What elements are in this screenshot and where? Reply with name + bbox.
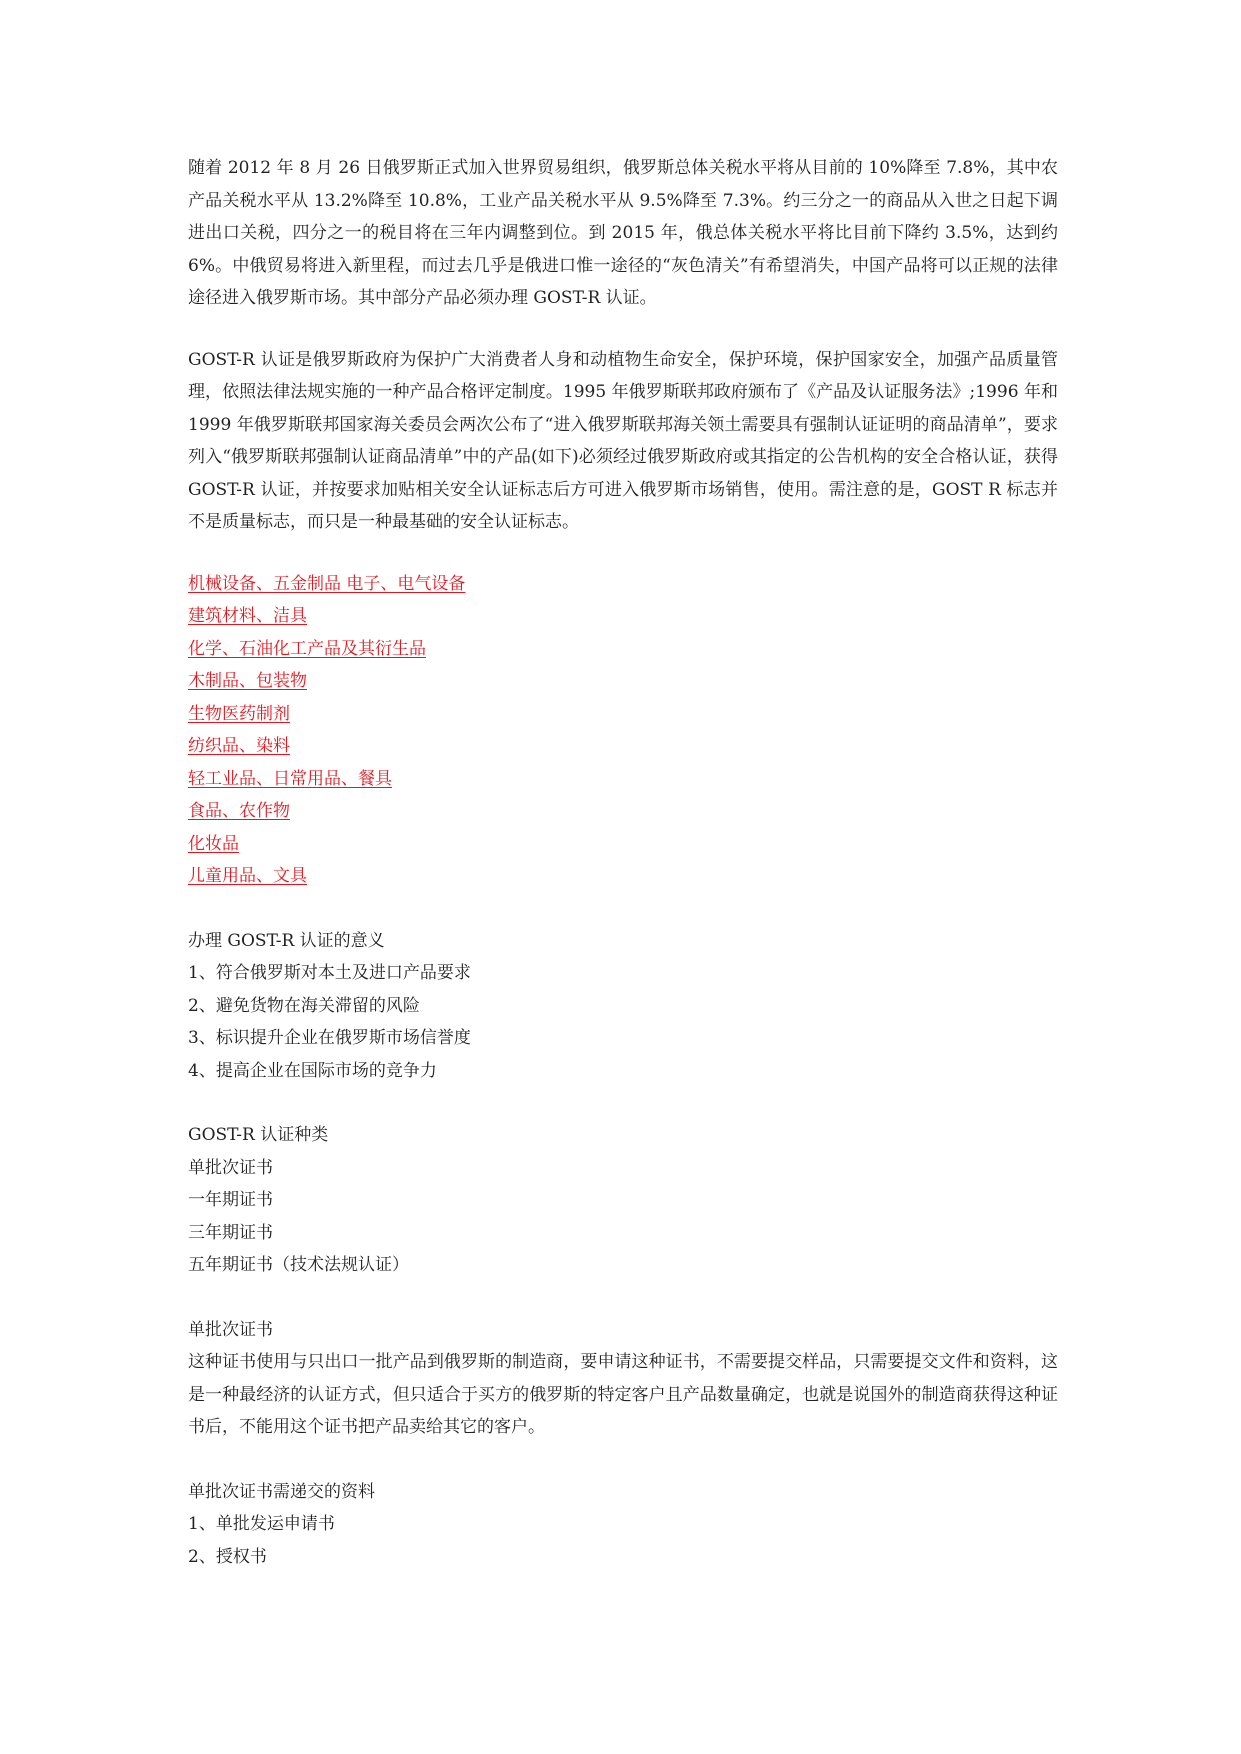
product-link-building-materials[interactable]: 建筑材料、洁具: [188, 606, 307, 626]
product-link-textiles[interactable]: 纺织品、染料: [188, 736, 290, 756]
list-item: 4、提高企业在国际市场的竞争力: [188, 1060, 437, 1081]
list-item: 一年期证书: [188, 1190, 273, 1210]
documents-heading: 单批次证书需递交的资料: [188, 1481, 375, 1502]
list-item: 2、授权书: [188, 1546, 267, 1567]
single-batch-section: [188, 1314, 1058, 1444]
product-link-cosmetics[interactable]: 化妆品: [188, 833, 239, 854]
intro-paragraph: 随着 2012 年 8 月 26 日俄罗斯正式加入世界贸易组织，俄罗斯总体关税水平将从目前的 10%降至 7.8%，其中农产品关税水平从 13.2%降至 10.8%，工业产品关税水平从 9.5%降至 7.3%。约三分之一的商品从入世之日起下调进出口关税，四分之一的税目将在三年内调整到位。到 2015 年，俄总体关税水平将比目前下降约 3.5%，达到约 6%。中俄贸易将进入新里程，而过去几乎是俄进口惟一途径的“灰色清关”有希望消失，中国产品将可以正规的法律途径进入俄罗斯市场。其中部分产品必须办理 GOST-R 认证。: [188, 158, 1058, 308]
gost-r-description-paragraph: GOST-R 认证是俄罗斯政府为保护广大消费者人身和动植物生命安全，保护环境，保护国家安全，加强产品质量管理，依照法律法规实施的一种产品合格评定制度。1995 年俄罗斯联邦政府颁布了《产品及认证服务法》;1996 年和 1999 年俄罗斯联邦国家海关委员会两次公布了“进入俄罗斯联邦海关领土需要具有强制认证证明的商品清单”，要求列入“俄罗斯联邦强制认证商品清单”中的产品(如下)必须经过俄罗斯政府或其指定的公告机构的安全合格认证，获得 GOST-R 认证，并按要求加贴相关安全认证标志后方可进入俄罗斯市场销售，使用。需注意的是，GOST R 标志并不是质量标志，而只是一种最基础的安全认证标志。: [188, 349, 1058, 532]
product-link-food[interactable]: 食品、农作物: [188, 801, 290, 821]
types-heading: GOST-R 认证种类: [188, 1125, 329, 1145]
single-batch-heading: 单批次证书: [188, 1319, 273, 1340]
documents-section: [188, 1476, 1058, 1574]
certificate-types-section: [188, 1119, 1058, 1282]
list-item: 五年期证书（技术法规认证）: [188, 1255, 409, 1275]
list-item: 1、单批发运申请书: [188, 1514, 335, 1534]
product-link-machinery[interactable]: 机械设备、五金制品 电子、电气设备: [188, 573, 466, 594]
single-batch-description: 这种证书使用与只出口一批产品到俄罗斯的制造商，要申请这种证书，不需要提交样品，只需要提交文件和资料，这是一种最经济的认证方式，但只适合于买方的俄罗斯的特定客户且产品数量确定，也就是说国外的制造商获得这种证书后，不能用这个证书把产品卖给其它的客户。: [188, 1352, 1058, 1437]
product-link-children-stationery[interactable]: 儿童用品、文具: [188, 866, 307, 886]
list-item: 单批次证书: [188, 1157, 273, 1178]
product-category-list: [188, 568, 1058, 893]
product-link-chemicals[interactable]: 化学、石油化工产品及其衍生品: [188, 638, 426, 659]
product-link-light-industry[interactable]: 轻工业品、日常用品、餐具: [188, 768, 392, 789]
list-item: 2、避免货物在海关滞留的风险: [188, 995, 420, 1016]
list-item: 1、符合俄罗斯对本土及进口产品要求: [188, 963, 471, 983]
product-link-biopharma[interactable]: 生物医药制剂: [188, 703, 290, 724]
document-page: [188, 152, 1058, 1605]
list-item: 3、标识提升企业在俄罗斯市场信誉度: [188, 1028, 471, 1048]
product-link-wood-packaging[interactable]: 木制品、包装物: [188, 671, 307, 691]
list-item: 三年期证书: [188, 1222, 273, 1243]
significance-heading: 办理 GOST-R 认证的意义: [188, 930, 385, 951]
significance-section: [188, 925, 1058, 1088]
